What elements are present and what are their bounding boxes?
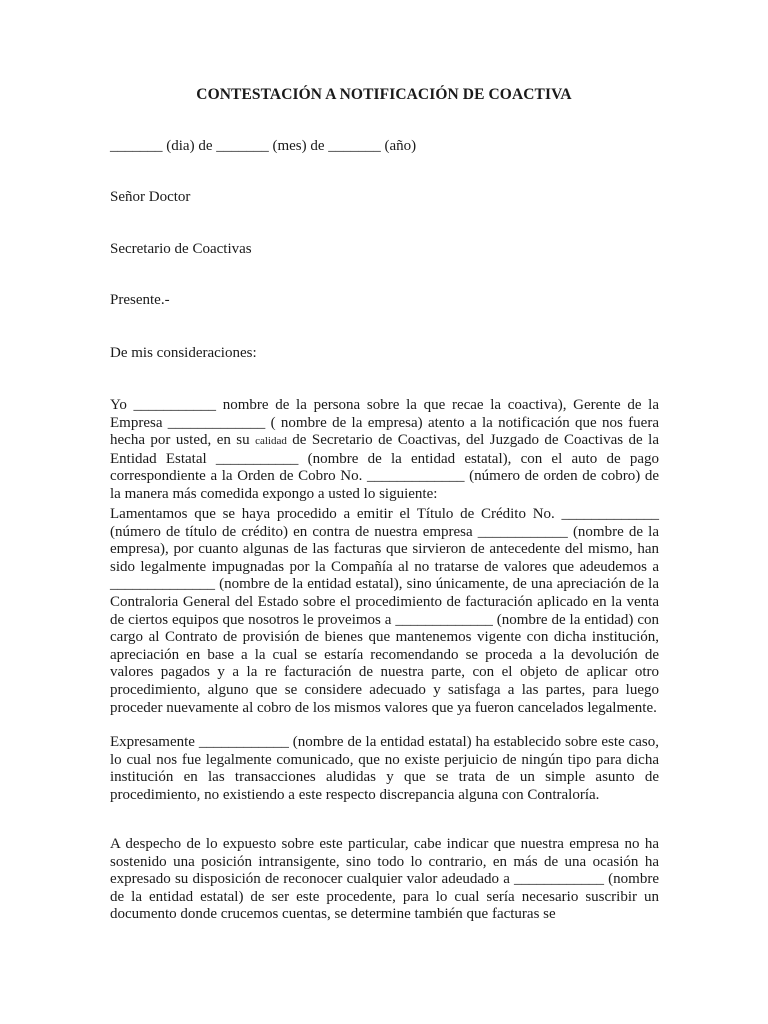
paragraph-introduction-small-word: calidad (255, 435, 287, 448)
salutation-presente: Presente.- (110, 292, 170, 308)
document-title: CONTESTACIÓN A NOTIFICACIÓN DE COACTIVA (196, 86, 572, 103)
date-line: _______ (dia) de _______ (mes) de _______ (año) (110, 138, 417, 154)
paragraph-introduction-text-a: Yo ___________ nombre de la persona sobre la que recae la coactiva), Gerente de la Empresa _____________ ( nombre de la empresa) atento a la notificación que nos fuera hecha por usted, en su (110, 397, 659, 449)
paragraph-introduction-text-b: de Secretario de Coactivas, del Juzgado de Coactivas de la Entidad Estatal ___________ (nombre de la entidad estatal), con el auto de pago correspondiente a la Orden de Cobro No. _____________ (número de orden de cobro) de la manera más comedida expongo a usted lo siguiente: (110, 432, 659, 502)
greeting: De mis consideraciones: (110, 345, 257, 361)
salutation-position: Secretario de Coactivas (110, 241, 252, 257)
salutation-recipient: Señor Doctor (110, 189, 191, 205)
paragraph-despecho: A despecho de lo expuesto sobre este particular, cabe indicar que nuestra empresa no ha sostenido una posición intransigente, sino todo lo contrario, en más de una ocasión ha expresado su disposición de reconocer cualquier valor adeudado a ____________ (nombre de la entidad estatal) de ser este procedente, para lo cual sería necesario suscribir un documento donde crucemos cuentas, se determine también que facturas se (110, 836, 659, 923)
paragraph-lamentamos: Lamentamos que se haya procedido a emitir el Título de Crédito No. _____________ (número de título de crédito) en contra de nuestra empresa ____________ (nombre de la empresa), por cuanto algunas de las facturas que sirvieron de antecedente del mismo, han sido legalmente impugnadas por la Compañía al no tratarse de valores que adeudemos a ______________ (nombre de la entidad estatal), sino únicamente, de una apreciación de la Contraloria General del Estado sobre el procedimiento de facturación aplicado en la venta de ciertos equipos que nosotros le proveimos a _____________ (nombre de la entidad) con cargo al Contrato de provisión de bienes que mantenemos vigente con dicha institución, apreciación en base a la cual se estaría recomendando se proceda a la devolución de valores pagados y a la re facturación de nuestra parte, con el objeto de aplicar otro procedimiento, alguno que se considere adecuado y satisfaga a las partes, para luego proceder nuevamente al cobro de los mismos valores que ya fueron cancelados legalmente. (110, 506, 659, 716)
paragraph-introduction (110, 397, 659, 504)
paragraph-expresamente: Expresamente ____________ (nombre de la entidad estatal) ha establecido sobre este caso, lo cual nos fue legalmente comunicado, que no existe perjuicio de ningún tipo para dicha institución en las transacciones aludidas y que se trata de un simple asunto de procedimiento, no existiendo a este respecto discrepancia alguna con Contraloría. (110, 734, 659, 803)
